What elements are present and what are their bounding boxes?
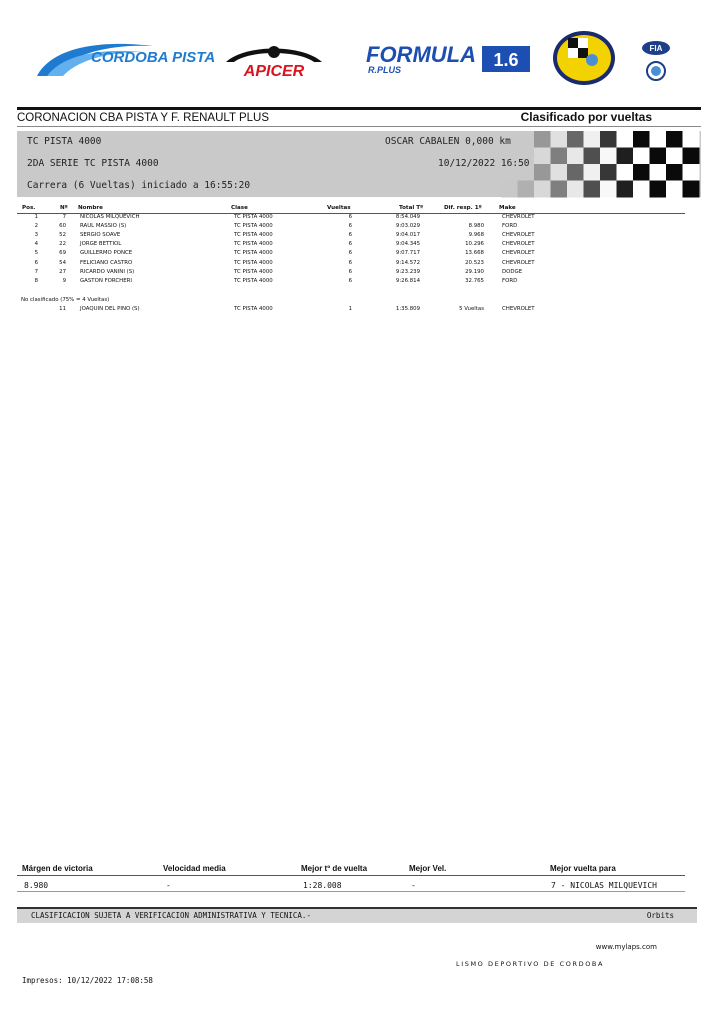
cell-name: GUILLERMO PONCE	[80, 250, 133, 257]
cell-make: FORD	[502, 223, 518, 230]
session-info-box	[17, 131, 701, 197]
cell-total: 8:54.049	[395, 214, 420, 220]
not-classified-label: No clasificado (75% = 4 Vueltas)	[21, 297, 110, 303]
speed-value: -	[166, 881, 171, 890]
flag-square	[633, 148, 650, 165]
cell-make: CHEVROLET	[502, 259, 535, 266]
flag-square	[584, 181, 601, 198]
cell-num: 27	[59, 268, 66, 275]
col-num: Nº	[60, 205, 68, 211]
cell-diff: 10.296	[465, 241, 484, 248]
cell-laps: 6	[348, 214, 352, 220]
cell-diff: 29.190	[465, 268, 484, 275]
series-label: 2DA SERIE TC PISTA 4000	[27, 158, 159, 169]
cell-total: 9:23.239	[395, 268, 420, 275]
cell-pos: 7	[34, 268, 38, 275]
fia-text: FIA	[649, 44, 663, 53]
result-row	[0, 214, 724, 223]
cell-name: NICOLAS MILQUEVICH	[80, 214, 140, 220]
cell-laps: 6	[348, 268, 352, 275]
cell-num: 60	[59, 223, 66, 230]
sponsor-logos	[0, 0, 724, 100]
col-total: Total Tº	[399, 205, 424, 211]
flag-square	[666, 164, 683, 181]
cell-total: 9:04.345	[395, 241, 420, 248]
cell-clase: TC PISTA 4000	[234, 241, 273, 248]
flag-square	[633, 131, 650, 148]
cell-num: 22	[59, 241, 66, 248]
cell-pos: 4	[34, 241, 38, 248]
cell-pos: 1	[34, 214, 38, 220]
margin-value: 8.980	[24, 881, 49, 890]
cell-diff: 9.968	[468, 232, 484, 239]
cell-clase: TC PISTA 4000	[234, 268, 273, 275]
footer-divider-bottom	[17, 891, 685, 892]
flag-square	[633, 164, 650, 181]
flag-square	[650, 181, 667, 198]
category-label: TC PISTA 4000	[27, 136, 102, 147]
flag-square	[683, 164, 700, 181]
col-diff: Dif. resp. 1º	[444, 205, 482, 211]
flag-square	[534, 148, 551, 165]
flag-square	[567, 148, 584, 165]
cell-num: 69	[59, 250, 66, 257]
cell-num: 11	[59, 306, 66, 312]
best-for-label: Mejor vuelta para	[550, 864, 616, 873]
cell-total: 9:04.017	[395, 232, 420, 239]
cell-total: 9:07.717	[395, 250, 420, 257]
flag-square	[551, 181, 568, 198]
formula-num-text: 1.6	[493, 50, 519, 70]
flag-square	[617, 131, 634, 148]
result-row	[0, 278, 724, 287]
cell-diff: 32.765	[465, 277, 484, 284]
cell-clase: TC PISTA 4000	[234, 232, 273, 239]
flag-square	[534, 131, 551, 148]
cell-name: SERGIO SOAVE	[80, 232, 121, 239]
formula-logo	[364, 42, 532, 76]
result-row	[0, 269, 724, 278]
cell-diff: 13.668	[465, 250, 484, 257]
circuit-label: OSCAR CABALEN 0,000 km	[385, 136, 511, 147]
cell-make: CHEVROLET	[502, 214, 535, 220]
cell-make: CHEVROLET	[502, 250, 535, 257]
cell-clase: TC PISTA 4000	[234, 306, 273, 312]
flag-square	[650, 164, 667, 181]
flag-square	[534, 181, 551, 198]
cell-diff: 20.523	[465, 259, 484, 266]
datetime-label: 10/12/2022 16:50	[438, 158, 530, 169]
race-start-label: Carrera (6 Vueltas) iniciado a 16:55:20	[27, 180, 251, 191]
flag-square	[534, 164, 551, 181]
report-type: Clasificado por vueltas	[520, 110, 652, 124]
flag-square	[617, 181, 634, 198]
report-title-bar	[17, 107, 701, 127]
cell-name: RICARDO VANINI (S)	[80, 268, 135, 275]
flag-square	[617, 164, 634, 181]
result-row	[0, 223, 724, 232]
cell-num: 7	[62, 214, 66, 220]
best-for-value: 7 - NICOLAS MILQUEVICH	[551, 881, 657, 890]
apicer-logo	[206, 40, 342, 78]
flag-square	[600, 164, 617, 181]
flag-square	[666, 131, 683, 148]
cell-clase: TC PISTA 4000	[234, 259, 273, 266]
flag-square	[666, 181, 683, 198]
flag-square	[567, 131, 584, 148]
cell-total: 9:26.814	[395, 277, 420, 284]
cell-make: CHEVROLET	[502, 232, 535, 239]
cordoba-pista-logo	[33, 38, 216, 82]
cell-clase: TC PISTA 4000	[234, 250, 273, 257]
flag-square	[650, 131, 667, 148]
cell-laps: 6	[348, 259, 352, 266]
cell-num: 52	[59, 232, 66, 239]
best-vel-value: -	[411, 881, 416, 890]
cell-make: DODGE	[502, 268, 523, 275]
flag-square	[633, 181, 650, 198]
footer-divider	[17, 875, 685, 876]
cell-clase: TC PISTA 4000	[234, 223, 273, 230]
cell-laps: 6	[348, 250, 352, 257]
flag-square	[501, 181, 518, 198]
flag-square	[567, 164, 584, 181]
cell-num: 9	[62, 277, 66, 284]
cell-total: 1:35.809	[395, 306, 420, 312]
club-shield-logo	[552, 30, 616, 86]
cell-laps: 6	[348, 241, 352, 248]
flag-square	[584, 131, 601, 148]
cell-total: 9:03.029	[395, 223, 420, 230]
flag-square	[600, 148, 617, 165]
flag-square	[551, 148, 568, 165]
flag-square	[518, 181, 535, 198]
flag-square	[650, 148, 667, 165]
not-classified-row	[0, 306, 724, 315]
flag-square	[683, 181, 700, 198]
flag-square	[584, 148, 601, 165]
mylaps-url: www.mylaps.com	[595, 943, 657, 951]
result-row	[0, 241, 724, 250]
cell-clase: TC PISTA 4000	[234, 277, 273, 284]
col-pos: Pos.	[22, 205, 36, 211]
col-make: Make	[499, 205, 516, 211]
best-vel-label: Mejor Vel.	[409, 864, 447, 873]
cell-pos: 2	[34, 223, 38, 230]
cell-make: CHEVROLET	[502, 306, 535, 312]
cell-pos: 5	[34, 250, 38, 257]
cell-name: JORGE BETTIOL	[80, 241, 122, 248]
verification-note: CLASIFICACION SUJETA A VERIFICACION ADMINISTRATIVA Y TECNICA.-	[31, 911, 311, 920]
cordoba-text: CORDOBA PISTA	[91, 49, 216, 66]
cell-name: GASTON FORCHERI	[80, 277, 132, 284]
organizer-label: LISMO DEPORTIVO DE CORDOBA	[456, 960, 605, 968]
cell-name: RAUL MASSIO (S)	[80, 223, 127, 230]
flag-square	[617, 148, 634, 165]
col-name: Nombre	[78, 205, 103, 211]
speed-label: Velocidad media	[163, 864, 226, 873]
verification-note-bar	[17, 907, 697, 923]
result-row	[0, 232, 724, 241]
cell-diff: 5 Vueltas	[459, 306, 484, 312]
cell-diff: 8.980	[468, 223, 484, 230]
result-row	[0, 250, 724, 259]
flag-square	[567, 181, 584, 198]
margin-label: Márgen de victoria	[22, 864, 93, 873]
cell-num: 54	[59, 259, 66, 266]
event-title: CORONACION CBA PISTA Y F. RENAULT PLUS	[17, 112, 270, 124]
flag-square	[551, 131, 568, 148]
flag-square	[551, 164, 568, 181]
col-laps: Vueltas	[327, 205, 351, 211]
fia-logo	[640, 40, 672, 82]
flag-square	[600, 181, 617, 198]
best-lap-value: 1:28.008	[303, 881, 342, 890]
formula-sub-text: R.PLUS	[368, 65, 402, 75]
flag-square	[683, 148, 700, 165]
flag-square	[518, 131, 535, 148]
cell-pos: 3	[34, 232, 38, 239]
cell-pos: 6	[34, 259, 38, 266]
cell-name: FELICIANO CASTRO	[80, 259, 133, 266]
timing-system-label: Orbits	[646, 911, 674, 920]
cell-laps: 6	[348, 277, 352, 284]
formula-text: FORMULA	[366, 42, 476, 67]
flag-square	[683, 131, 700, 148]
printed-timestamp: Impresos: 10/12/2022 17:08:58	[22, 976, 153, 985]
cell-pos: 8	[34, 277, 38, 284]
best-lap-label: Mejor tº de vuelta	[301, 864, 368, 873]
cell-name: JOAQUIN DEL PINO (S)	[80, 306, 140, 312]
result-row	[0, 260, 724, 269]
cell-make: CHEVROLET	[502, 241, 535, 248]
cell-laps: 1	[348, 306, 352, 312]
cell-total: 9:14.572	[395, 259, 420, 266]
cell-laps: 6	[348, 232, 352, 239]
cell-clase: TC PISTA 4000	[234, 214, 273, 220]
flag-square	[600, 131, 617, 148]
cell-make: FORD	[502, 277, 518, 284]
flag-square	[584, 164, 601, 181]
cell-laps: 6	[348, 223, 352, 230]
flag-square	[666, 148, 683, 165]
col-clase: Clase	[231, 205, 248, 211]
apicer-text: APICER	[243, 63, 305, 80]
checkered-flag-graphic	[501, 131, 701, 197]
